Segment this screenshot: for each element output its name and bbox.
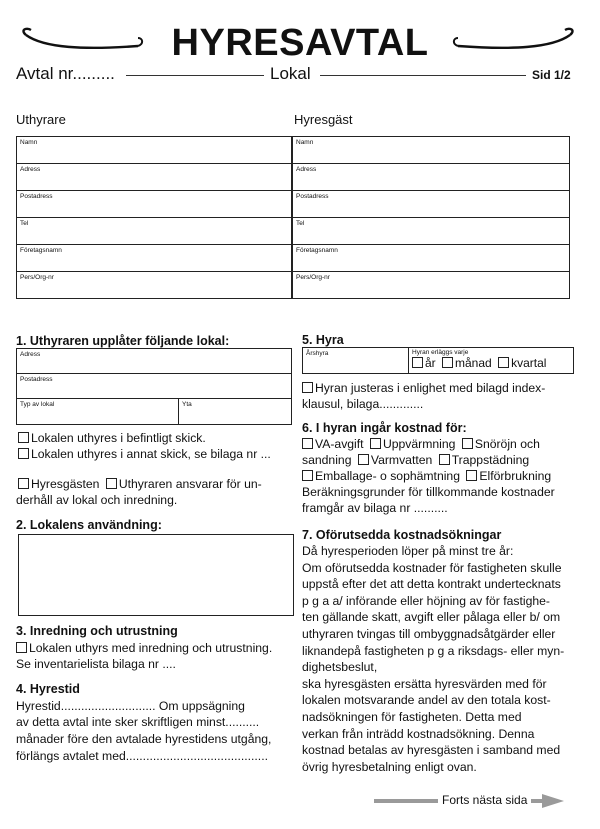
quarter-label: kvartal [511,356,547,370]
resp-tenant-checkbox[interactable] [18,478,29,489]
landlord-address-field[interactable]: Adress [17,164,292,191]
condition-1-checkbox[interactable] [18,432,29,443]
equipment-label: Lokalen uthyrs med inredning och utrustning. [29,641,273,655]
maintenance-line2: derhåll av lokal och inredning. [16,493,178,507]
landlord-heading: Uthyrare [16,112,66,127]
maintenance-responsibility [18,476,262,493]
annual-rent-field[interactable]: Årshyra [303,348,409,374]
cost-increase-text [302,543,592,775]
landlord-company-field[interactable]: Företagsnamn [17,245,292,272]
hot-water-checkbox[interactable] [358,454,369,465]
cost-increase-line: Om oförutsedda kostnader för fastigheten skulle [302,560,562,575]
included-costs-line3 [302,468,551,485]
tenant-name-field[interactable]: Namn [293,137,570,164]
landlord-phone-field[interactable]: Tel [17,218,292,245]
year-label: år [425,356,436,370]
cost-increase-line: Då hyresperioden löper på minst tre år: [302,544,514,558]
stair-cleaning-checkbox[interactable] [439,454,450,465]
cost-increase-line: övrig hyresbetalning enligt ovan. [302,759,477,774]
premises-address-field[interactable]: Adress [17,349,292,374]
waste-label: Emballage- o sophämtning [315,469,460,483]
premises-type-field[interactable]: Typ av lokal [17,399,179,425]
electricity-checkbox[interactable] [466,470,477,481]
heating-label: Uppvärmning [382,437,456,451]
agreement-number: Avtal nr......... [16,64,115,83]
premises-area-field[interactable]: Yta [179,399,292,425]
landlord-id-field[interactable]: Pers/Org-nr [17,272,292,299]
waste-checkbox[interactable] [302,470,313,481]
water-checkbox[interactable] [302,438,313,449]
lease-term-line-3: månader före den avtalade hyrestidens utgång, [16,732,272,746]
lease-term-line-4: förlängs avtalet med.......................................... [16,749,268,763]
condition-option-1 [18,430,206,447]
resp-landlord-checkbox[interactable] [106,478,117,489]
cost-basis-line2: framgår av bilaga nr .......... [302,501,448,515]
tenant-heading: Hyresgäst [294,112,353,127]
section1-heading: 1. Uthyraren upplåter följande lokal: [16,334,230,348]
index-option [302,380,545,397]
snow-label: Snöröjn och [474,437,540,451]
snow-checkbox[interactable] [462,438,473,449]
resp-tenant-label: Hyresgästen [31,477,100,491]
cost-increase-line: uthyraren tvingas till ombyggnadsåtgärder eller [302,626,556,641]
header-rule-left [126,75,264,76]
index-line2: klausul, bilaga............. [302,397,424,411]
month-label: månad [455,356,492,370]
cost-increase-line: lokalen motsvarande andel av den totala kost- [302,693,551,708]
usage-textbox[interactable] [18,534,294,616]
section7-heading: 7. Oförutsedda kostnadsökningar [302,528,502,542]
page-number: Sid 1/2 [532,68,571,82]
premises-table [16,348,292,425]
condition-1-label: Lokalen uthyres i befintligt skick. [31,431,206,445]
payment-frequency-cell [409,348,574,374]
payment-options [412,357,570,370]
landlord-postal-field[interactable]: Postadress [17,191,292,218]
stair-cleaning-label: Trappstädning [451,453,530,467]
tenant-id-field[interactable]: Pers/Org-nr [293,272,570,299]
rent-table [302,347,574,374]
document-title: HYRESAVTAL [171,22,429,64]
cost-increase-line: verkan från inträdd kostnadsökning. Denna [302,726,535,741]
heating-checkbox[interactable] [370,438,381,449]
resp-landlord-label: Uthyraren ansvarar för un- [118,477,262,491]
section3-heading: 3. Inredning och utrustning [16,624,178,638]
section5-heading: 5. Hyra [302,333,344,347]
cost-increase-line: p g a a/ införande eller höjning av för fastighe- [302,593,550,608]
index-checkbox[interactable] [302,382,313,393]
electricity-label: Elförbrukning [479,469,552,483]
snow-label-cont: sandning [302,453,352,467]
condition-2-label: Lokalen uthyres i annat skick, se bilaga nr ... [31,447,271,461]
lease-term-line-1: Hyrestid............................ Om uppsägning [16,699,245,713]
month-checkbox[interactable] [442,357,453,368]
condition-2-checkbox[interactable] [18,448,29,459]
section2-heading: 2. Lokalens användning: [16,518,162,532]
section4-heading: 4. Hyrestid [16,682,80,696]
cost-increase-line: ska hyresgästen ersätta hyresvärden med för [302,676,547,691]
year-checkbox[interactable] [412,357,423,368]
premises-postal-field[interactable]: Postadress [17,374,292,399]
hot-water-label: Varmvatten [370,453,433,467]
continue-next-page[interactable]: Forts nästa sida [438,793,531,807]
tenant-phone-field[interactable]: Tel [293,218,570,245]
condition-option-2 [18,446,271,463]
quarter-checkbox[interactable] [498,357,509,368]
cost-increase-line: uppstå efter det att detta kontrakt undertecknats [302,577,561,592]
cost-increase-line: ten gällande skatt, avgift eller pålaga eller b/ om [302,610,561,625]
cost-increase-line: dighetsbeslut, [302,660,378,675]
equipment-checkbox[interactable] [16,642,27,653]
index-label: Hyran justeras i enlighet med bilagd index- [315,381,546,395]
landlord-name-field[interactable]: Namn [17,137,292,164]
included-costs-line2 [302,452,529,469]
tenant-company-field[interactable]: Företagsnamn [293,245,570,272]
header-rule-right [320,75,526,76]
lease-term-line-2: av detta avtal inte sker skriftligen minst.......... [16,715,260,729]
equipment-option [16,640,272,657]
payment-frequency-label: Hyran erläggs varje [412,349,469,356]
landlord-table [16,136,292,299]
tenant-postal-field[interactable]: Postadress [293,191,570,218]
included-costs-line1 [302,436,540,453]
water-label: VA-avgift [315,437,364,451]
tenant-table [292,136,570,299]
document-subtitle: Lokal [270,64,311,83]
cost-increase-line: liknandepå fastigheten p g a riksdags- eller myn- [302,643,565,658]
section6-heading: 6. I hyran ingår kostnad för: [302,421,467,435]
inventory-note: Se inventarielista bilaga nr .... [16,657,176,671]
cost-increase-line: kostnad betalas av hyresgästen i samband med [302,743,561,758]
cost-increase-line: nadsökningen för fastigheten. Detta med [302,709,522,724]
tenant-address-field[interactable]: Adress [293,164,570,191]
cost-basis-line1: Beräkningsgrunder för tillkommande kostnader [302,485,555,499]
